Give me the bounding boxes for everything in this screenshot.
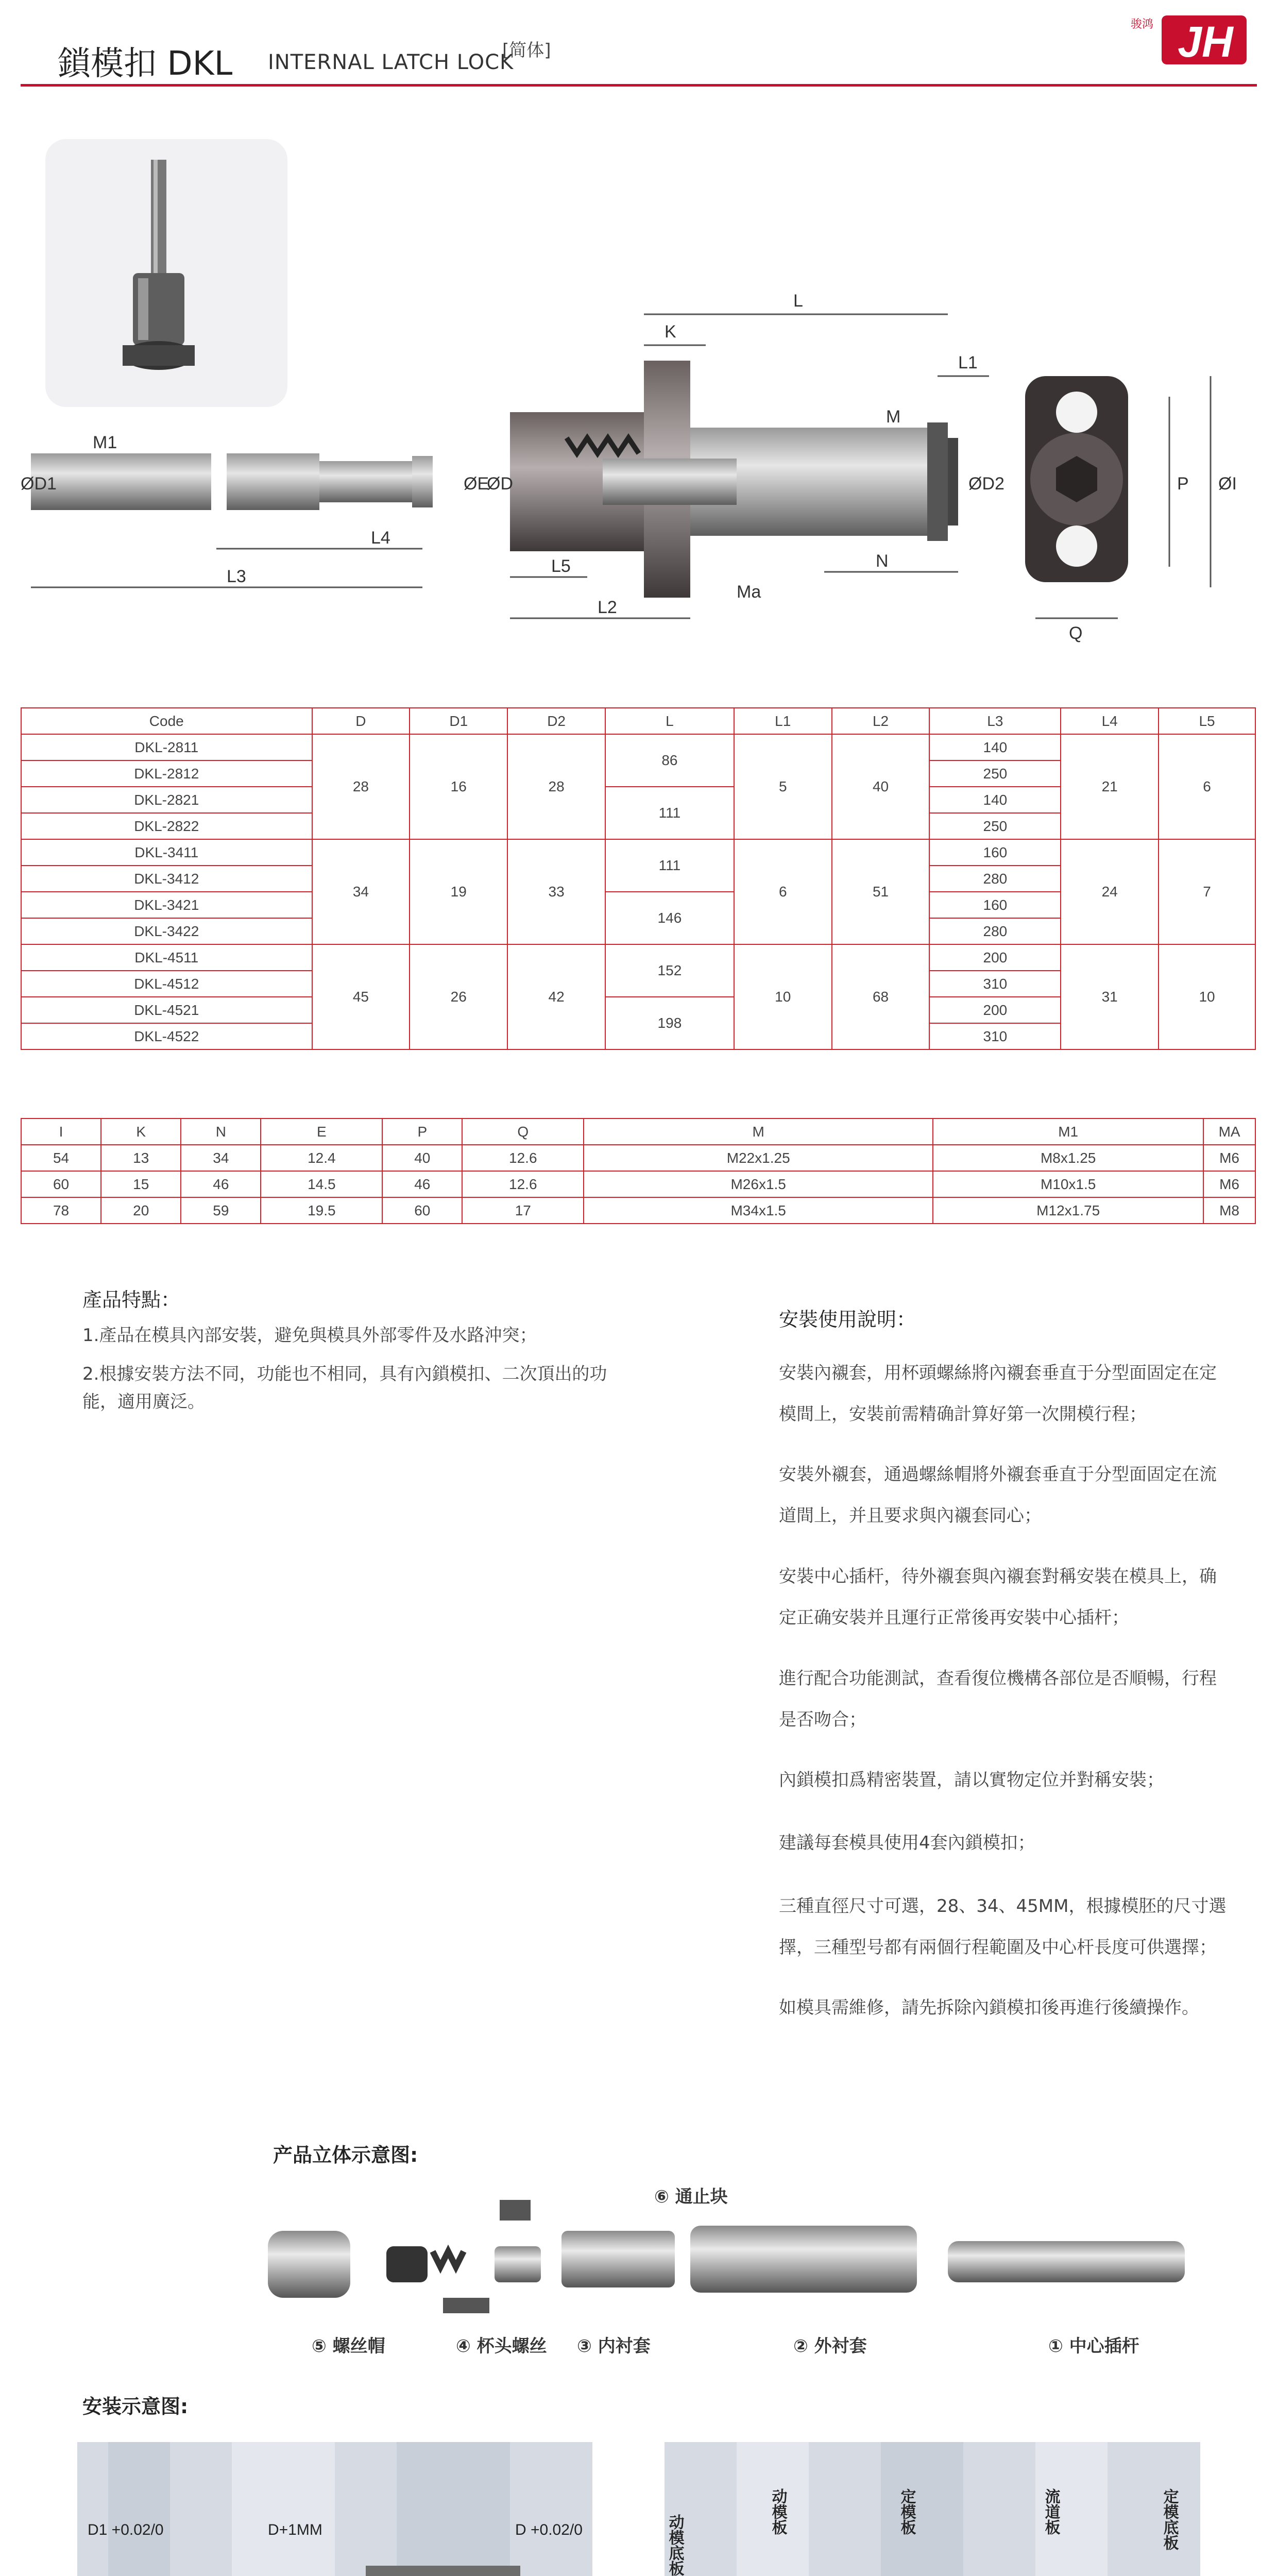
language-tag: [简体] (502, 40, 551, 61)
dim-Q: Q (1069, 623, 1083, 643)
dim-D2: ØD2 (968, 474, 1004, 494)
table-cell: 10 (734, 944, 832, 1049)
table-cell: 160 (929, 839, 1061, 866)
install-method-2 (665, 2442, 1200, 2576)
label-center-pin: ① 中心插杆 (1048, 2336, 1139, 2357)
label-cap-screw: ④ 杯头螺丝 (456, 2336, 547, 2357)
table-cell: 12.4 (261, 1145, 382, 1171)
svg-text:定模板: 定模板 (897, 2488, 916, 2535)
table-cell: M6 (1203, 1171, 1255, 1197)
page-title: 鎖模扣 DKL (58, 45, 233, 83)
table-row (21, 944, 1255, 971)
dim-Ma: Ma (737, 582, 761, 602)
table-cell: 13 (101, 1145, 181, 1171)
table-cell: 45 (312, 944, 410, 1049)
table-cell: 280 (929, 866, 1061, 892)
dim-M: M (886, 407, 901, 427)
table-cell: 146 (605, 892, 734, 944)
col-D: D (312, 708, 410, 734)
label-inner-sleeve: ③ 内衬套 (577, 2336, 651, 2357)
dim-L2: L2 (598, 598, 617, 617)
feature-item: 1.產品在模具內部安裝，避免與模具外部零件及水路沖突； (82, 1325, 537, 1346)
label-stop-block: ⑥ 通止块 (654, 2187, 728, 2207)
feature-item: 2.根據安裝方法不同，功能也不相同，具有內鎖模扣、二次頂出的功能，適用廣泛。 (82, 1364, 607, 1412)
table-cell: 34 (181, 1145, 261, 1171)
table-cell: 78 (21, 1197, 101, 1224)
col-L2: L2 (832, 708, 930, 734)
table-cell: 152 (605, 944, 734, 997)
assembly-exploded-view (247, 2179, 1190, 2375)
spec-table-secondary (21, 1118, 1256, 1224)
svg-text:D +0.02/0: D +0.02/0 (515, 2521, 583, 2538)
table-cell: 19 (410, 839, 507, 944)
table-cell: K (101, 1118, 181, 1145)
table-cell: 6 (1159, 734, 1255, 839)
instruction-paragraph: 進行配合功能測試，查看復位機構各部位是否順暢，行程是否吻合； (779, 1668, 1217, 1730)
features-heading: 產品特點： (82, 1289, 181, 1311)
dim-D1: ØD1 (21, 474, 57, 494)
dim-L4: L4 (371, 528, 390, 548)
table-cell: 200 (929, 997, 1061, 1023)
table-cell: DKL-2821 (21, 787, 312, 813)
assembly-title: 产品立体示意图: (273, 2144, 418, 2166)
table-cell: 54 (21, 1145, 101, 1171)
col-L3: L3 (929, 708, 1061, 734)
dim-E: ØE (464, 474, 489, 494)
header-rule (21, 84, 1257, 87)
table-cell: 86 (605, 734, 734, 787)
latch-assembly-drawing (510, 361, 958, 598)
table-header-row (21, 1118, 1255, 1145)
table-cell: 15 (101, 1171, 181, 1197)
col-code: Code (21, 708, 312, 734)
instructions-heading: 安裝使用說明： (779, 1308, 916, 1331)
table-cell: P (382, 1118, 462, 1145)
table-cell: 60 (382, 1197, 462, 1224)
brand-name: 骏鸿 (1131, 18, 1154, 31)
table-cell: DKL-2812 (21, 760, 312, 787)
table-cell: DKL-3422 (21, 918, 312, 944)
table-row (21, 734, 1255, 760)
table-cell: I (21, 1118, 101, 1145)
col-D2: D2 (507, 708, 605, 734)
table-cell: E (261, 1118, 382, 1145)
table-cell: 28 (507, 734, 605, 839)
table-cell: 198 (605, 997, 734, 1049)
svg-text:动模底板: 动模底板 (666, 2514, 684, 2576)
table-cell: 16 (410, 734, 507, 839)
center-pin-drawing (31, 453, 433, 510)
table-cell: 40 (832, 734, 930, 839)
table-cell: 111 (605, 787, 734, 839)
table-cell: 10 (1159, 944, 1255, 1049)
table-cell: Q (462, 1118, 584, 1145)
table-cell: 111 (605, 839, 734, 892)
table-cell: DKL-3421 (21, 892, 312, 918)
svg-text:D1 +0.02/0: D1 +0.02/0 (88, 2521, 164, 2538)
table-row (21, 839, 1255, 866)
instruction-paragraph: 安裝內襯套，用杯頭螺絲將內襯套垂直于分型面固定在定模間上，安裝前需精确計算好第一次開模行程； (779, 1363, 1217, 1425)
table-cell: M26x1.5 (584, 1171, 933, 1197)
table-cell: 46 (181, 1171, 261, 1197)
table-cell: M34x1.5 (584, 1197, 933, 1224)
table-cell: 310 (929, 1023, 1061, 1049)
table-cell: DKL-2811 (21, 734, 312, 760)
table-cell: 33 (507, 839, 605, 944)
table-cell: 140 (929, 734, 1061, 760)
table-cell: 46 (382, 1171, 462, 1197)
table-cell: DKL-4521 (21, 997, 312, 1023)
svg-text:动模板: 动模板 (769, 2488, 787, 2535)
table-cell: 200 (929, 944, 1061, 971)
table-cell: 68 (832, 944, 930, 1049)
part-center-pin (948, 2241, 1185, 2282)
table-cell: 280 (929, 918, 1061, 944)
table-cell: 17 (462, 1197, 584, 1224)
table-cell: 160 (929, 892, 1061, 918)
table-cell: M10x1.5 (933, 1171, 1203, 1197)
dim-L: L (793, 291, 803, 311)
table-cell: 60 (21, 1171, 101, 1197)
col-D1: D1 (410, 708, 507, 734)
brand-logo (1131, 10, 1249, 67)
table-cell: 14.5 (261, 1171, 382, 1197)
dim-L1: L1 (958, 353, 978, 372)
instruction-paragraph: 安裝外襯套，通過螺絲帽將外襯套垂直于分型面固定在流道間上，并且要求與內襯套同心； (779, 1464, 1217, 1526)
table-cell: 5 (734, 734, 832, 839)
table-cell: M12x1.75 (933, 1197, 1203, 1224)
svg-text:定模底板: 定模底板 (1160, 2488, 1179, 2550)
part-nut (268, 2231, 350, 2298)
table-cell: DKL-2822 (21, 813, 312, 839)
install-method-1 (77, 2442, 592, 2576)
installation-diagram (67, 2432, 1211, 2576)
table-cell: 19.5 (261, 1197, 382, 1224)
col-L1: L1 (734, 708, 832, 734)
svg-text:D+1MM: D+1MM (268, 2521, 322, 2538)
table-cell: 140 (929, 787, 1061, 813)
page-subtitle: INTERNAL LATCH LOCK (268, 50, 514, 74)
col-L: L (605, 708, 734, 734)
table-cell: 51 (832, 839, 930, 944)
table-row (21, 1145, 1255, 1171)
technical-drawing (21, 258, 1267, 670)
table-cell: 31 (1061, 944, 1159, 1049)
label-nut: ⑤ 螺丝帽 (312, 2336, 385, 2357)
table-cell: 59 (181, 1197, 261, 1224)
table-cell: M1 (933, 1118, 1203, 1145)
instruction-paragraph: 內鎖模扣爲精密裝置，請以實物定位并對稱安裝； (779, 1770, 1164, 1790)
table-cell: 24 (1061, 839, 1159, 944)
logo-text: JH (1178, 18, 1233, 66)
dim-L5: L5 (551, 556, 571, 576)
part-small-nut (386, 2246, 428, 2282)
table-cell: 12.6 (462, 1145, 584, 1171)
table-cell: DKL-3411 (21, 839, 312, 866)
table-cell: DKL-4512 (21, 971, 312, 997)
table-cell: DKL-4511 (21, 944, 312, 971)
instruction-paragraph: 三種直徑尺寸可選，28、34、45MM，根據模胚的尺寸選擇，三種型号都有兩個行程範圍及中心杆長度可供選擇； (779, 1896, 1227, 1958)
table-cell: 250 (929, 813, 1061, 839)
table-cell: 12.6 (462, 1171, 584, 1197)
part-inner-sleeve (561, 2231, 675, 2287)
dim-L3: L3 (227, 567, 246, 586)
table-cell: 21 (1061, 734, 1159, 839)
table-cell: 26 (410, 944, 507, 1049)
table-cell: M8 (1203, 1197, 1255, 1224)
table-cell: 7 (1159, 839, 1255, 944)
instruction-paragraph: 如模具需維修，請先拆除內鎖模扣後再進行後續操作。 (779, 1997, 1199, 2018)
col-L4: L4 (1061, 708, 1159, 734)
table-cell: M (584, 1118, 933, 1145)
table-cell: 20 (101, 1197, 181, 1224)
dim-N: N (876, 551, 889, 571)
table-cell: M22x1.25 (584, 1145, 933, 1171)
part-cap-screw (500, 2200, 531, 2221)
dim-I: ØI (1218, 474, 1237, 494)
instruction-paragraph: 建議每套模具使用4套內鎖模扣； (779, 1833, 1035, 1853)
table-row (21, 1171, 1255, 1197)
table-cell: DKL-3412 (21, 866, 312, 892)
dim-P: P (1177, 474, 1189, 494)
table-row (21, 1197, 1255, 1224)
spec-table-main (21, 707, 1256, 1050)
table-cell: 28 (312, 734, 410, 839)
dim-K: K (665, 322, 676, 342)
table-cell: 40 (382, 1145, 462, 1171)
table-header-row (21, 708, 1255, 734)
col-L5: L5 (1159, 708, 1255, 734)
instruction-paragraph: 安裝中心插杆，待外襯套與內襯套對稱安裝在模具上，确定正确安裝并且運行正常後再安裝中心插杆； (779, 1566, 1217, 1628)
install-title: 安装示意图: (82, 2395, 189, 2418)
part-outer-sleeve (690, 2226, 917, 2293)
label-outer-sleeve: ② 外衬套 (793, 2336, 867, 2357)
table-cell: 42 (507, 944, 605, 1049)
end-view-drawing (1025, 376, 1128, 582)
table-cell: 250 (929, 760, 1061, 787)
table-cell: M6 (1203, 1145, 1255, 1171)
table-cell: 6 (734, 839, 832, 944)
part-spring (433, 2251, 464, 2267)
table-cell: 34 (312, 839, 410, 944)
table-cell: M8x1.25 (933, 1145, 1203, 1171)
svg-text:流道板: 流道板 (1042, 2488, 1060, 2535)
table-cell: N (181, 1118, 261, 1145)
table-cell: 310 (929, 971, 1061, 997)
dim-D: ØD (487, 474, 513, 494)
dim-M1: M1 (93, 433, 117, 452)
table-cell: MA (1203, 1118, 1255, 1145)
table-cell: DKL-4522 (21, 1023, 312, 1049)
